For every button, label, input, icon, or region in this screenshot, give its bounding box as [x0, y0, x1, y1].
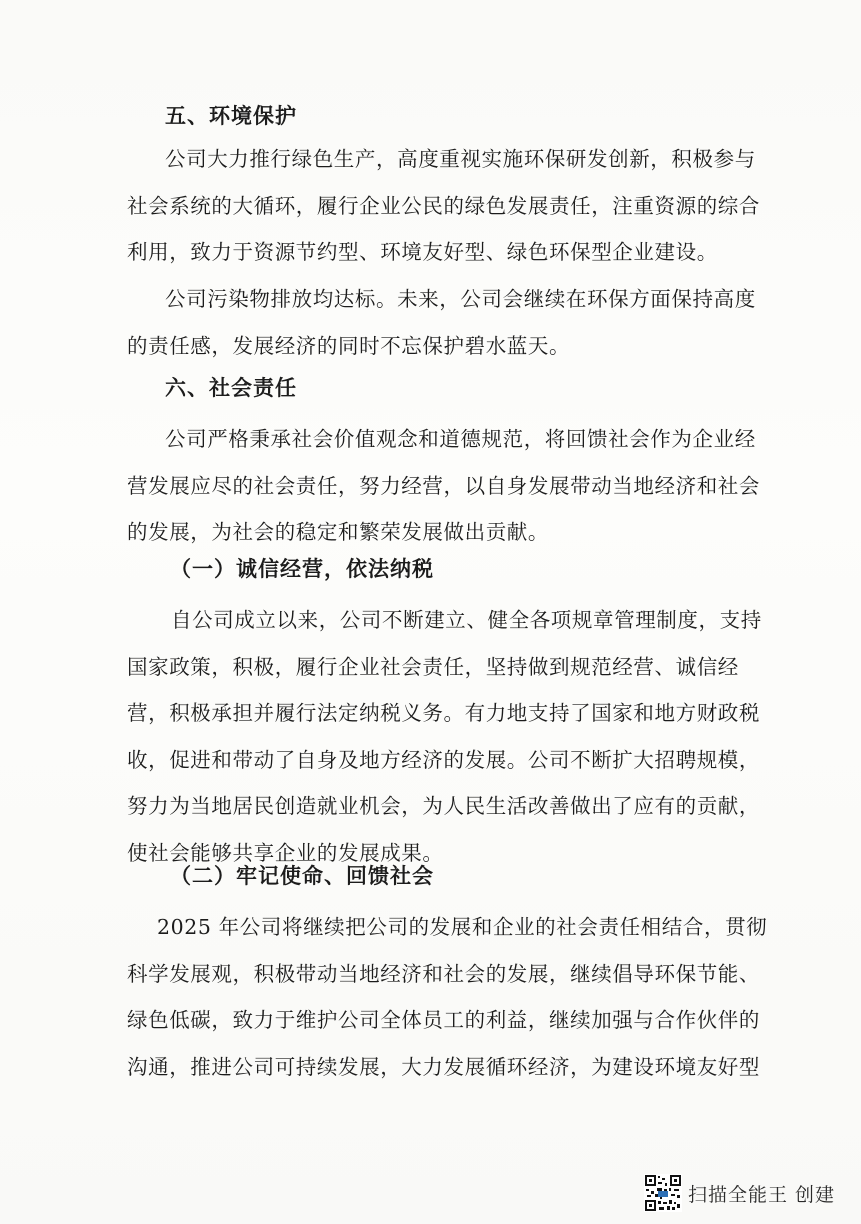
text-line: 沟通，推进公司可持续发展，大力发展循环经济，为建设环境友好型 — [127, 1054, 760, 1079]
text-line: 绿色低碳，致力于维护公司全体员工的利益，继续加强与合作伙伴的 — [127, 1008, 760, 1032]
subsection-heading-mission: （二）牢记使命、回馈社会 — [170, 864, 434, 888]
paragraph-environment-2 — [127, 276, 756, 369]
text-line: 国家政策，积极，履行企业社会责任，坚持做到规范经营、诚信经 — [127, 654, 739, 679]
text-line: 营发展应尽的社会责任，努力经营，以自身发展带动当地经济和社会 — [127, 473, 760, 498]
text-line: 的责任感，发展经济的同时不忘保护碧水蓝天。 — [127, 333, 571, 358]
text-line: 自公司成立以来，公司不断建立、健全各项规章管理制度，支持 — [171, 608, 762, 632]
text-line: 2025 年公司将继续把公司的发展和企业的社会责任相结合，贯彻 — [157, 915, 768, 939]
section-heading-social: 六、社会责任 — [165, 376, 297, 400]
paragraph-mission — [127, 904, 768, 1090]
watermark-label: 扫描全能王 创建 — [687, 1183, 835, 1206]
text-line: 科学发展观，积极带动当地经济和社会的发展，继续倡导环保节能、 — [127, 961, 760, 986]
text-line: 公司大力推行绿色生产，高度重视实施环保研发创新，积极参与 — [165, 147, 756, 171]
paragraph-environment-1 — [127, 136, 760, 276]
text-line: 使社会能够共享企业的发展成果。 — [127, 840, 444, 865]
text-line: 公司严格秉承社会价值观念和道德规范，将回馈社会作为企业经 — [165, 427, 756, 451]
paragraph-integrity — [127, 597, 762, 876]
text-line: 营，积极承担并履行法定纳税义务。有力地支持了国家和地方财政税 — [127, 701, 760, 725]
text-line: 利用，致力于资源节约型、环境友好型、绿色环保型企业建设。 — [127, 240, 718, 264]
paragraph-social-1 — [127, 416, 760, 556]
text-line: 努力为当地居民创造就业机会，为人民生活改善做出了应有的贡献， — [127, 794, 760, 818]
text-line: 公司污染物排放均达标。未来，公司会继续在环保方面保持高度 — [165, 287, 756, 311]
subsection-heading-integrity: （一）诚信经营，依法纳税 — [170, 557, 434, 581]
text-line: 的发展，为社会的稳定和繁荣发展做出贡献。 — [127, 520, 549, 544]
text-line: 社会系统的大循环，履行企业公民的绿色发展责任，注重资源的综合 — [127, 193, 760, 218]
section-heading-environment: 五、环境保护 — [165, 104, 297, 128]
text-line: 收，促进和带动了自身及地方经济的发展。公司不断扩大招聘规模， — [127, 747, 760, 772]
qr-code-icon — [644, 1174, 682, 1212]
scanner-watermark — [644, 1172, 835, 1214]
